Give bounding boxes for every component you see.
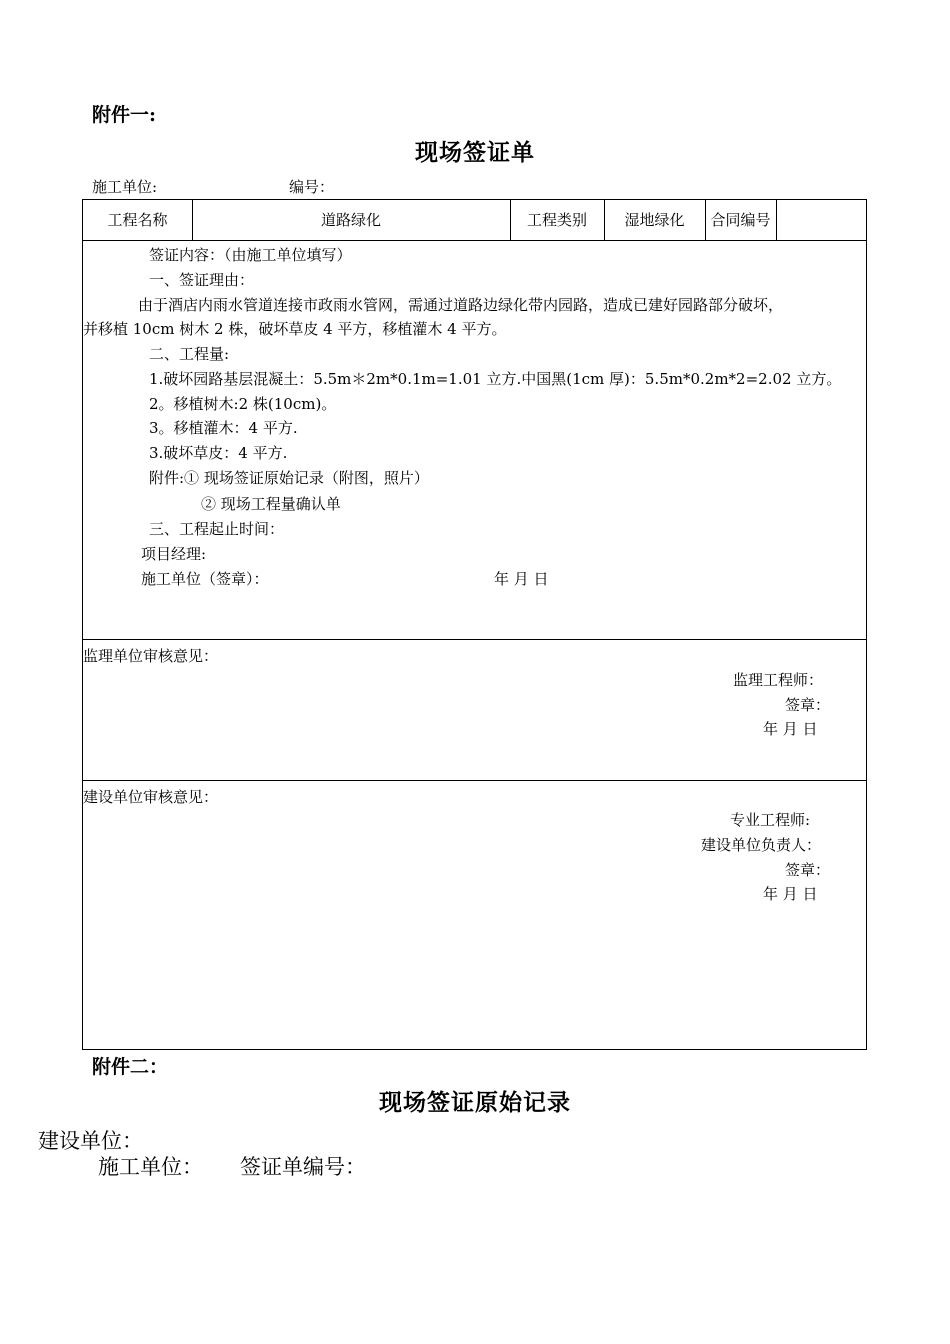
attachment-one-label: 附件一: — [92, 104, 157, 126]
contractor-label: 施工单位: — [92, 178, 158, 196]
owner-date: 年 月 日 — [763, 885, 818, 903]
supervision-heading: 监理单位审核意见： — [83, 647, 219, 665]
quantity-heading: 二、工程量: — [149, 345, 230, 363]
supervision-seal-label: 签章： — [785, 696, 831, 714]
number-label: 编号： — [289, 178, 335, 196]
page-title: 现场签证单 — [415, 139, 535, 166]
attachment-item-1: 附件:① 现场签证原始记录（附图，照片） — [149, 469, 429, 487]
attachment-item-2: ② 现场工程量确认单 — [201, 495, 341, 513]
project-name-label: 工程名称 — [107, 211, 168, 229]
visa-form-table — [82, 199, 867, 1050]
supervision-engineer-label: 监理工程师： — [733, 671, 824, 689]
quantity-item-2: 2。移植树木:2 株(10cm)。 — [149, 395, 337, 413]
project-manager-label: 项目经理: — [141, 545, 207, 563]
time-heading: 三、工程起止时间： — [149, 520, 285, 538]
quantity-item-1: 1.破坏园路基层混凝土：5.5m＊2m*0.1m=1.01 立方.中国黑(1cm 厚)：5.5m*0.2m*2=2.02 立方。 — [149, 370, 842, 388]
owner-leader-label: 建设单位负责人： — [701, 836, 822, 854]
project-name-value: 道路绿化 — [320, 211, 381, 229]
supervision-date: 年 月 日 — [763, 720, 818, 738]
attachment-two-label: 附件二： — [92, 1056, 169, 1078]
record-title: 现场签证原始记录 — [379, 1089, 571, 1116]
owner-engineer-label: 专业工程师: — [730, 811, 811, 829]
contractor-seal-label: 施工单位（签章）： — [141, 570, 269, 588]
visa-number-label: 签证单编号： — [240, 1155, 366, 1179]
contract-no-label: 合同编号 — [710, 211, 771, 229]
contract-no-value — [776, 200, 868, 240]
owner-unit-label: 建设单位： — [38, 1129, 143, 1153]
quantity-item-4: 3.破坏草皮：4 平方. — [149, 444, 288, 462]
reason-heading: 一、签证理由： — [149, 271, 255, 289]
contractor-date: 年 月 日 — [494, 570, 549, 588]
project-type-label: 工程类别 — [526, 211, 587, 229]
owner-seal-label: 签章： — [785, 861, 831, 879]
content-intro: 签证内容：（由施工单位填写） — [149, 246, 352, 264]
project-type-value: 湿地绿化 — [624, 211, 685, 229]
quantity-item-3: 3。移植灌木：4 平方. — [149, 419, 298, 437]
reason-text-line-1: 由于酒店内雨水管道连接市政雨水管网，需通过道路边绿化带内园路，造成已建好园路部分破坏， — [138, 296, 784, 314]
reason-text-line-2: 并移植 10cm 树木 2 株，破坏草皮 4 平方，移植灌木 4 平方。 — [83, 320, 507, 338]
record-contractor-label: 施工单位： — [98, 1155, 203, 1179]
owner-heading: 建设单位审核意见： — [83, 788, 219, 806]
